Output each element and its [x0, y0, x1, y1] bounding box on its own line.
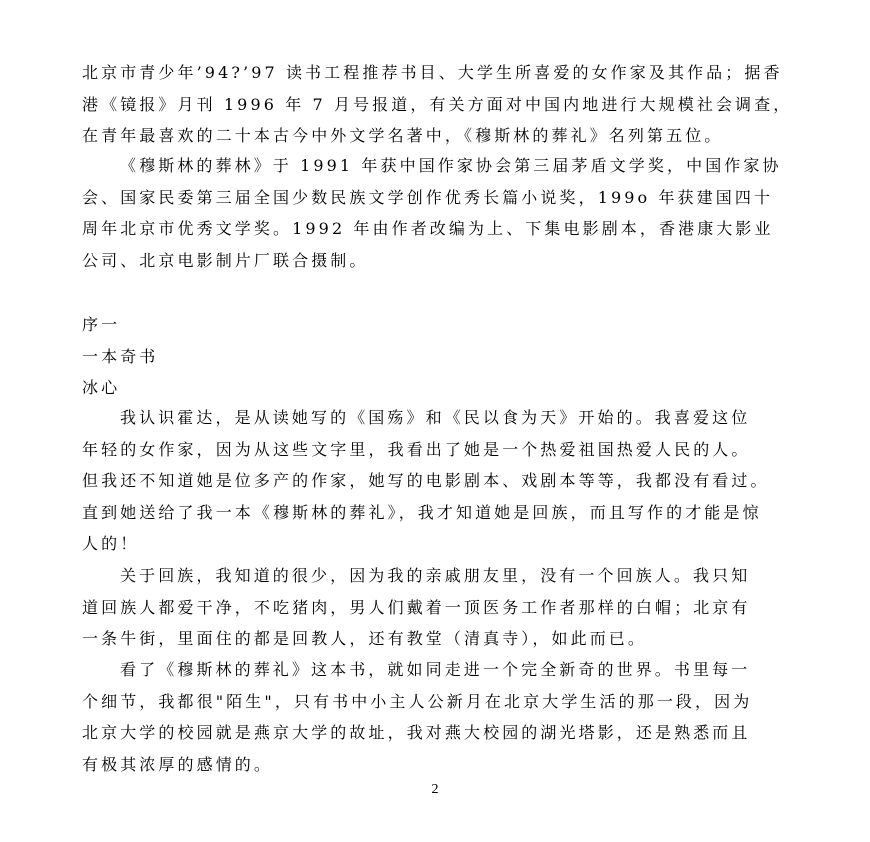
section-label: 序一 [82, 315, 121, 334]
text-line: 北京市青少年’94?’97 读书工程推荐书目、大学生所喜爱的女作家及其作品；据香 [82, 63, 783, 82]
text-line: 在青年最喜欢的二十本古今中外文学名著中，《穆斯林的葬礼》名列第五位。 [82, 126, 724, 145]
text-line: 但我还不知道她是位多产的作家，她写的电影剧本、戏剧本等等，我都没有看过。 [82, 471, 770, 490]
text-line: 北京大学的校园就是燕京大学的故址，我对燕大校园的湖光塔影，还是熟悉而且 [82, 723, 751, 742]
text-line: 个细节，我都很"陌生"，只有书中小主人公新月在北京大学生活的那一段，因为 [82, 691, 753, 711]
text-line: 公司、北京电影制片厂联合摄制。 [82, 250, 369, 270]
text-line: 周年北京市优秀文学奖。1992 年由作者改编为上、下集电影剧本，香港康大影业 [82, 219, 774, 238]
text-line: 关于回族，我知道的很少，因为我的亲戚朋友里，没有一个回族人。我只知 [120, 566, 751, 585]
page-number: 2 [431, 782, 439, 797]
preface-heading [82, 309, 812, 404]
body-paragraph-2 [82, 560, 812, 655]
text-line: 年轻的女作家，因为从这些文字里，我看出了她是一个热爱祖国热爱人民的人。 [82, 439, 751, 459]
text-line: 会、国家民委第三届全国少数民族文学创作优秀长篇小说奖，199o 年获建国四十 [82, 187, 774, 207]
body-paragraph-3 [82, 654, 812, 780]
text-line: 道回族人都爱干净，不吃猪肉，男人们戴着一顶医务工作者那样的白帽；北京有 [82, 597, 751, 617]
intro-paragraph-2 [82, 150, 812, 276]
text-line: 看了《穆斯林的葬礼》这本书，就如同走进一个完全新奇的世界。书里每一 [120, 660, 751, 679]
text-line: 一条牛街，里面住的都是回教人，还有教堂（清真寺），如此而已。 [82, 629, 648, 648]
intro-paragraph-1 [82, 57, 812, 152]
text-line: 有极其浓厚的感情的。 [82, 754, 274, 774]
section-title: 一本奇书 [82, 346, 159, 366]
body-paragraph-1 [82, 402, 812, 560]
text-line: 人的！ [82, 534, 140, 553]
author-name: 冰心 [82, 378, 121, 397]
text-line: 直到她送给了我一本《穆斯林的葬礼》，我才知道她是回族，而且写作的才能是惊 [82, 502, 762, 522]
text-line: 《穆斯林的葬林》于 1991 年获中国作家协会第三届茅盾文学奖，中国作家协 [120, 156, 782, 175]
text-line: 港《镜报》月刊 1996 年 7 月号报道，有关方面对中国内地进行大规模社会调查， [82, 94, 793, 114]
text-line: 我认识霍达，是从读她写的《国殇》和《民以食为天》开始的。我喜爱这位 [120, 408, 751, 427]
